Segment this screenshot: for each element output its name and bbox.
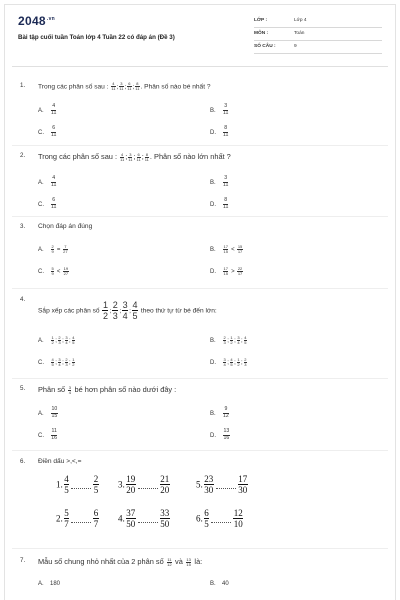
- option-a[interactable]: A. $\frac{4}{11}$: [38, 175, 57, 188]
- option-b[interactable]: B. 40: [210, 581, 229, 587]
- option-a[interactable]: A. $\frac{4}{11}$: [38, 103, 57, 116]
- compare-item: 2. $\frac{5}{7}$ $\frac{6}{7}$: [56, 508, 99, 529]
- meta-row-count: [254, 42, 382, 54]
- separator: [12, 450, 388, 451]
- fraction: $\frac{1}{2}$: [102, 300, 108, 321]
- option-d[interactable]: D. $\frac{3}{4}$ ; $\frac{4}{5}$ ; $\frac{1}{2}$ ; $\frac{2}{3}$: [210, 357, 247, 367]
- option-d[interactable]: D. $\frac{8}{11}$: [210, 125, 229, 138]
- question-6: [20, 458, 380, 544]
- question-number: 4.: [20, 296, 26, 303]
- option-d[interactable]: D. $\frac{13}{16}$: [210, 428, 230, 441]
- question-text: Mẫu số chung nhỏ nhất của 2 phân số $\frac{11}{12}$ và $\frac{13}{15}$ là:: [38, 556, 203, 567]
- meta-value: Toán: [294, 31, 305, 36]
- separator: [12, 548, 388, 549]
- question-number: 1.: [20, 82, 26, 89]
- option-c[interactable]: C. $\frac{11}{16}$: [38, 428, 58, 441]
- option-d[interactable]: D. $\frac{8}{11}$: [210, 197, 229, 210]
- answer-blank[interactable]: [138, 514, 158, 523]
- option-b[interactable]: B. $\frac{17}{15}$ < $\frac{15}{17}$: [210, 244, 243, 254]
- fraction: $\frac{4}{11}$: [120, 151, 125, 162]
- question-number: 5.: [20, 385, 26, 392]
- separator: [12, 378, 388, 379]
- separator: [12, 216, 388, 217]
- meta-info: [254, 16, 382, 55]
- question-number: 6.: [20, 458, 26, 465]
- option-d[interactable]: D. $\frac{17}{15}$ > $\frac{22}{17}$: [210, 266, 243, 276]
- separator: [12, 288, 388, 289]
- answer-blank[interactable]: [71, 514, 91, 523]
- answer-blank[interactable]: [216, 480, 236, 489]
- question-number: 3.: [20, 223, 26, 230]
- meta-value: Lớp 4: [294, 18, 307, 23]
- question-text: Trong các phân số sau : $\frac{4}{11}$ ; $\frac{3}{11}$ ; $\frac{6}{11}$ ; $\frac{8}{11}$ . Phân số nào lớn nhất ?: [38, 151, 231, 162]
- page-title: Bài tập cuối tuần Toán lớp 4 Tuần 22 có đáp án (Đề 3): [18, 34, 175, 41]
- fraction: $\frac{8}{11}$: [144, 151, 149, 162]
- fraction: $\frac{4}{11}$: [111, 81, 116, 91]
- compare-item: 4. $\frac{37}{50}$ $\frac{33}{50}$: [118, 508, 170, 529]
- question-4: [20, 296, 380, 376]
- option-c[interactable]: C. $\frac{6}{11}$: [38, 125, 57, 138]
- fraction: $\frac{6}{11}$: [136, 151, 141, 162]
- question-1: [20, 82, 380, 142]
- question-3: [20, 223, 380, 283]
- question-text: Phân số $\frac{3}{4}$ bé hơn phân số nào dưới đây :: [38, 384, 177, 395]
- meta-row-subject: [254, 29, 382, 41]
- question-number: 2.: [20, 152, 26, 159]
- answer-blank[interactable]: [211, 514, 231, 523]
- answer-blank[interactable]: [138, 480, 158, 489]
- option-b[interactable]: B. $\frac{3}{11}$: [210, 175, 229, 188]
- compare-item: 3. $\frac{19}{20}$ $\frac{21}{20}$: [118, 474, 170, 495]
- fraction: $\frac{2}{3}$: [112, 300, 118, 321]
- option-a[interactable]: A. $\frac{10}{15}$: [38, 406, 58, 419]
- option-a[interactable]: A. $\frac{2}{9}$ = $\frac{7}{27}$: [38, 244, 68, 254]
- fraction: $\frac{3}{4}$: [68, 384, 71, 395]
- question-text: Trong các phân số sau : $\frac{4}{11}$ ; $\frac{3}{11}$ ; $\frac{6}{11}$ ; $\frac{8}{11}$ . Phân số nào bé nhất ?: [38, 81, 211, 91]
- question-text: Sắp xếp các phân số $\frac{1}{2}$ ; $\frac{2}{3}$ ; $\frac{3}{4}$ ; $\frac{4}{5}$ theo thứ tự từ bé đến lớn:: [38, 300, 217, 321]
- option-b[interactable]: B. $\frac{2}{3}$ ; $\frac{1}{2}$ ; $\frac{3}{4}$ ; $\frac{4}{5}$: [210, 335, 247, 345]
- fraction: $\frac{3}{4}$: [122, 300, 128, 321]
- separator: [12, 145, 388, 146]
- question-7: [20, 557, 380, 597]
- fraction: $\frac{3}{11}$: [119, 81, 124, 91]
- question-2: [20, 152, 380, 212]
- meta-row-class: [254, 16, 382, 28]
- option-a[interactable]: A. 180: [38, 581, 61, 587]
- option-c[interactable]: C. $\frac{4}{5}$ ; $\frac{3}{4}$ ; $\frac{2}{3}$ ; $\frac{1}{2}$: [38, 357, 75, 367]
- header: [18, 14, 382, 58]
- compare-item: 1. $\frac{4}{5}$ $\frac{2}{5}$: [56, 474, 99, 495]
- option-c[interactable]: C. $\frac{6}{11}$: [38, 197, 57, 210]
- logo[interactable]: $2048^{.vn}$: [18, 14, 56, 28]
- compare-item: 5. $\frac{23}{30}$ $\frac{17}{30}$: [196, 474, 248, 495]
- option-c[interactable]: C. $\frac{5}{9}$ < $\frac{19}{27}$: [38, 266, 69, 276]
- fraction: $\frac{11}{12}$: [167, 556, 172, 567]
- question-text: Điền dấu >,<,=: [38, 458, 82, 465]
- meta-label: MÔN :: [254, 31, 269, 36]
- compare-item: 6. $\frac{6}{5}$ $\frac{12}{10}$: [196, 508, 243, 529]
- fraction: $\frac{6}{11}$: [127, 81, 132, 91]
- fraction: $\frac{3}{11}$: [128, 151, 133, 162]
- question-number: 7.: [20, 557, 26, 564]
- option-a[interactable]: A. $\frac{1}{2}$ ; $\frac{2}{3}$ ; $\frac{3}{4}$ ; $\frac{4}{5}$: [38, 335, 75, 345]
- fraction: $\frac{8}{11}$: [135, 81, 140, 91]
- divider: [12, 66, 388, 67]
- option-b[interactable]: B. $\frac{9}{12}$: [210, 406, 229, 419]
- answer-blank[interactable]: [71, 480, 91, 489]
- meta-value: 9: [294, 44, 297, 49]
- fraction: $\frac{4}{5}$: [132, 300, 138, 321]
- question-5: [20, 385, 380, 445]
- meta-label: SỐ CÂU :: [254, 44, 276, 49]
- meta-label: LỚP :: [254, 18, 268, 23]
- question-text: Chọn đáp án đúng: [38, 223, 93, 230]
- option-b[interactable]: B. $\frac{3}{11}$: [210, 103, 229, 116]
- fraction: $\frac{13}{15}$: [186, 556, 191, 567]
